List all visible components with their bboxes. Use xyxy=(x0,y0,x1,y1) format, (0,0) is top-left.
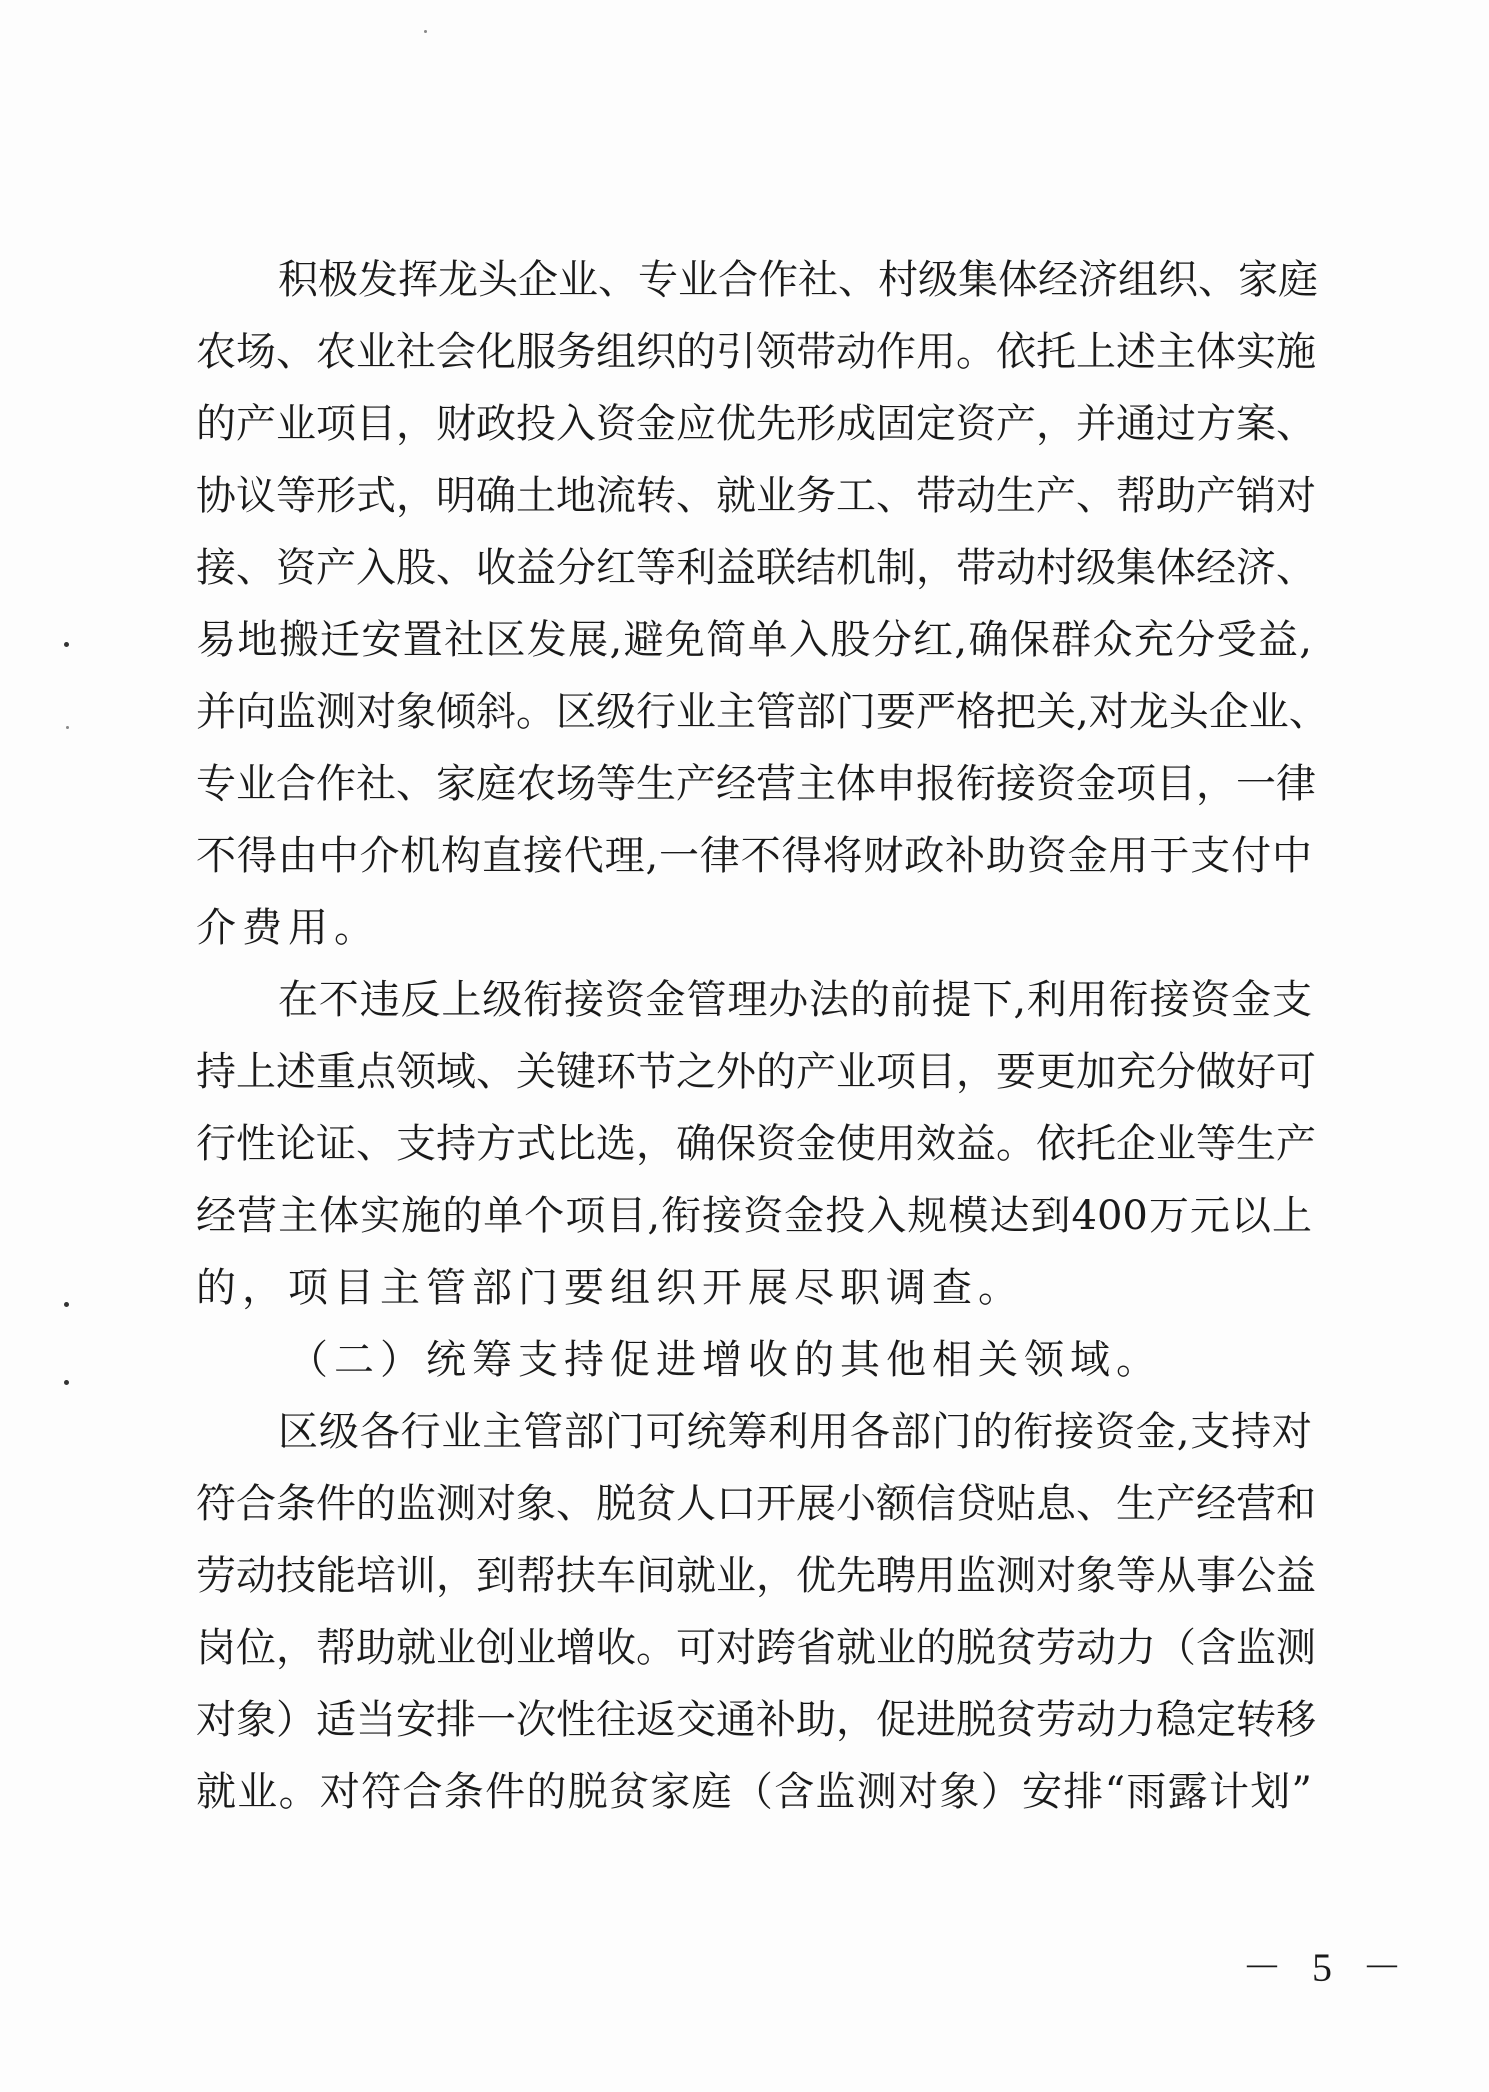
scan-speck xyxy=(66,726,69,729)
paragraph-line: 易地搬迁安置社区发展,避免简单入股分红,确保群众充分受益, xyxy=(196,617,1312,663)
paragraph-line: 接、资产入股、收益分红等利益联结机制，带动村级集体经济、 xyxy=(196,545,1316,591)
paragraph-line: 在不违反上级衔接资金管理办法的前提下,利用衔接资金支 xyxy=(278,977,1312,1023)
section-heading: （二）统筹支持促进增收的其他相关领域。 xyxy=(288,1337,1162,1383)
paragraph-line: 符合条件的监测对象、脱贫人口开展小额信贷贴息、生产经营和 xyxy=(196,1481,1316,1527)
scan-speck xyxy=(64,1302,69,1307)
paragraph-line: 农场、农业社会化服务组织的引领带动作用。依托上述主体实施 xyxy=(196,329,1316,375)
scan-speck xyxy=(424,30,427,33)
paragraph-line: 介费用。 xyxy=(196,905,380,951)
scan-speck xyxy=(64,1380,69,1385)
paragraph-line: 行性论证、支持方式比选，确保资金使用效益。依托企业等生产 xyxy=(196,1121,1316,1167)
paragraph-line: 就业。对符合条件的脱贫家庭（含监测对象）安排“雨露计划” xyxy=(196,1769,1312,1815)
page-number: － 5 － xyxy=(1242,1945,1412,1990)
scan-speck xyxy=(64,642,69,647)
paragraph-line: 协议等形式，明确土地流转、就业务工、带动生产、帮助产销对 xyxy=(196,473,1316,519)
paragraph-line: 并向监测对象倾斜。区级行业主管部门要严格把关,对龙头企业、 xyxy=(196,689,1329,735)
paragraph-line: 区级各行业主管部门可统筹利用各部门的衔接资金,支持对 xyxy=(278,1409,1312,1455)
paragraph-line: 的产业项目，财政投入资金应优先形成固定资产，并通过方案、 xyxy=(196,401,1316,447)
paragraph-line: 岗位，帮助就业创业增收。可对跨省就业的脱贫劳动力（含监测 xyxy=(196,1625,1316,1671)
paragraph-line: 不得由中介机构直接代理,一律不得将财政补助资金用于支付中 xyxy=(196,833,1312,879)
paragraph-line: 积极发挥龙头企业、专业合作社、村级集体经济组织、家庭 xyxy=(278,257,1318,303)
paragraph-line: 专业合作社、家庭农场等生产经营主体申报衔接资金项目，一律 xyxy=(196,761,1316,807)
paragraph-line: 持上述重点领域、关键环节之外的产业项目，要更加充分做好可 xyxy=(196,1049,1316,1095)
paragraph-line: 对象）适当安排一次性往返交通补助，促进脱贫劳动力稳定转移 xyxy=(196,1697,1316,1743)
paragraph-line: 劳动技能培训，到帮扶车间就业，优先聘用监测对象等从事公益 xyxy=(196,1553,1316,1599)
paragraph-line: 的，项目主管部门要组织开展尽职调查。 xyxy=(196,1265,1024,1311)
paragraph-line: 经营主体实施的单个项目,衔接资金投入规模达到400万元以上 xyxy=(196,1193,1312,1239)
